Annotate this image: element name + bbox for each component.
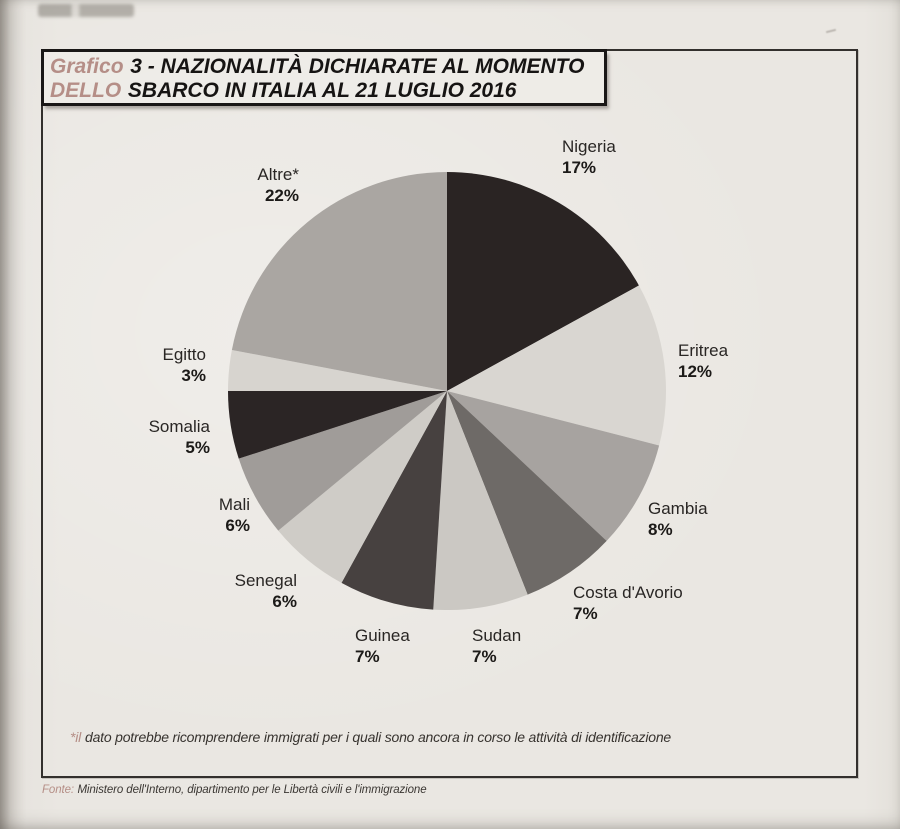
pie-label-altre bbox=[257, 164, 299, 206]
pie-label-name: Somalia bbox=[148, 417, 210, 436]
page-bleedthrough-smudge bbox=[38, 4, 134, 17]
pie-label-name: Sudan bbox=[472, 626, 522, 645]
chart-title-line1: Grafico 3 - NAZIONALITÀ DICHIARATE AL MOMENTO bbox=[50, 55, 585, 78]
pie-label-costa-d-avorio bbox=[573, 582, 683, 624]
footnote-asterisk: *il bbox=[70, 729, 82, 745]
title-red-word: DELLO bbox=[50, 79, 122, 102]
pie-label-gambia bbox=[648, 498, 708, 540]
chart-title-line2: DELLO SBARCO IN ITALIA AL 21 LUGLIO 2016 bbox=[50, 79, 517, 102]
pie-label-eritrea bbox=[678, 340, 728, 382]
pie-label-name: Senegal bbox=[234, 571, 297, 590]
pie-label-nigeria bbox=[562, 136, 616, 178]
pie-label-percent: 7% bbox=[472, 647, 497, 666]
pie-label-somalia bbox=[149, 416, 210, 458]
pie-label-percent: 17% bbox=[562, 158, 597, 177]
pie-label-percent: 6% bbox=[272, 592, 297, 611]
pie-label-name: Costa d'Avorio bbox=[573, 583, 683, 602]
pie-label-name: Mali bbox=[218, 495, 250, 514]
pie-label-percent: 22% bbox=[264, 186, 299, 205]
pie-label-name: Gambia bbox=[648, 499, 708, 518]
pie-label-name: Egitto bbox=[162, 345, 206, 364]
pie-label-percent: 6% bbox=[225, 516, 250, 535]
source-prefix: Fonte: bbox=[42, 784, 75, 796]
pie-label-percent: 12% bbox=[678, 362, 713, 381]
title-red-word: Grafico bbox=[50, 55, 124, 78]
pie-label-name: Guinea bbox=[355, 626, 410, 645]
pie-label-egitto bbox=[163, 344, 206, 386]
chart-footnote: *il dato potrebbe ricomprendere immigrati per i quali sono ancora in corso le attività di identificazione bbox=[70, 729, 671, 745]
pie-label-percent: 7% bbox=[355, 647, 380, 666]
scan-scratch-mark bbox=[826, 29, 836, 33]
chart-title-box bbox=[41, 49, 607, 106]
pie-label-sudan bbox=[472, 625, 521, 667]
pie-label-senegal bbox=[235, 570, 297, 612]
pie-chart bbox=[228, 172, 666, 610]
pie-label-name: Altre* bbox=[257, 165, 299, 184]
pie-label-name: Eritrea bbox=[678, 341, 729, 360]
pie-label-mali bbox=[219, 494, 250, 536]
pie-label-guinea bbox=[355, 625, 410, 667]
pie-label-percent: 3% bbox=[181, 366, 206, 385]
pie-label-percent: 8% bbox=[648, 520, 673, 539]
pie-label-percent: 7% bbox=[573, 604, 598, 623]
pie-label-percent: 5% bbox=[185, 438, 210, 457]
pie-label-name: Nigeria bbox=[562, 137, 616, 156]
source-line: Fonte: Ministero dell'Interno, dipartimento per le Libertà civili e l'immigrazione bbox=[42, 784, 427, 796]
